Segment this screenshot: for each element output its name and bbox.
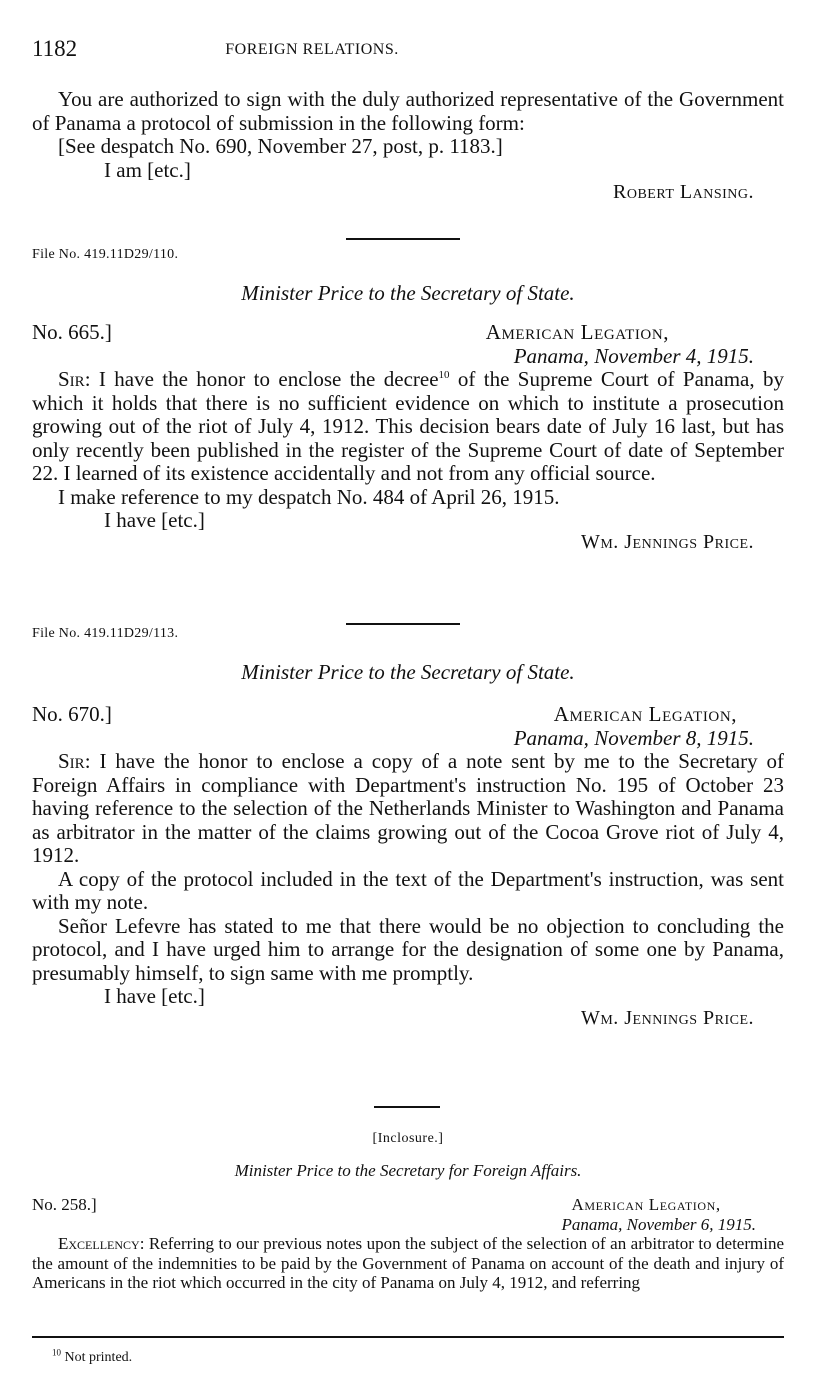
salutation: Excellency [58,1234,140,1253]
closing-line: I am [etc.] [104,157,191,182]
page-number: 1182 [32,36,78,61]
body-paragraph [32,1234,784,1293]
body-paragraph [32,750,784,868]
footnote-text: Not printed. [64,1350,133,1365]
reference-row [32,320,784,368]
signature-price: Wm. Jennings Price. [580,1006,754,1029]
despatch-665 [32,247,784,554]
despatch-reference: [See despatch No. 690, November 27, post, p. 1183.] [58,134,503,158]
dateline [561,1195,756,1235]
place-date [561,1215,756,1235]
body-paragraph: A copy of the protocol included in the text of the Department's instruction, was sent with my note. [32,866,784,914]
date: November 6, 1915. [626,1215,756,1234]
document-page [32,0,784,1380]
body-paragraph: Señor Lefevre has stated to me that there would be no objection to concluding the protocol, and I have urged him to arrange for the designation of some one by Panama, presumably himself, to sign same with me promptly. [32,913,784,985]
file-number: File No. 419.11D29/110. [32,247,179,262]
legation-name: American Legation, [571,1195,721,1214]
inclosure-258 [32,1131,784,1293]
closing-line: I have [etc.] [104,984,205,1008]
place: Panama, [561,1215,623,1234]
place-date [486,344,754,368]
body-paragraph [32,368,784,486]
place: Panama, [513,726,589,750]
dateline [486,320,754,368]
footnote [52,1347,133,1366]
inclosure-label: [Inclosure.] [372,1131,444,1146]
document-title: Minister Price to the Secretary of State. [241,660,575,684]
paragraph-text: : I have the honor to enclose a copy of a note sent by me to the Secretary of Foreign Affairs in compliance with Department's instruction No. 195 of October 23 having reference to the selection of the Netherlands Minister to Washington and Panama as arbitrator in the matter of the claims growing out of the Cocoa Grove riot of July 4, 1912. [32,749,784,867]
footnote-marker: 10 [52,1347,61,1358]
legation-name: American Legation, [485,320,670,344]
paragraph-text: of the Supreme Court of Panama, by which it holds that there is no sufficient evidence on which to institute a prosecution growing out of the riot of July 4, 1912. This decision bears date of July 16 last, but has only recently been published in the register of the Supreme Court of date of September 22. I learned of its existence accidentally and not from any official source. [32,367,784,485]
salutation: Sir [58,749,85,773]
footnote-ref: 10 [438,369,450,381]
body-paragraph: I make reference to my despatch No. 484 of April 26, 1915. [58,484,560,509]
despatch-670 [32,626,784,1030]
despatch-number: No. 665.] [32,320,112,344]
closing-line: I have [etc.] [104,508,205,532]
legation-name: American Legation, [553,702,738,726]
date: November 8, 1915. [594,726,754,750]
section-divider [346,238,460,240]
place: Panama, [513,344,589,368]
note-number: No. 258.] [32,1195,97,1214]
place-date [514,726,754,750]
page-header [32,36,784,66]
file-number: File No. 419.11D29/113. [32,626,179,641]
signature-price: Wm. Jennings Price. [580,530,754,553]
despatch-number: No. 670.] [32,702,112,726]
dateline [514,702,754,750]
document-title: Minister Price to the Secretary of State. [241,281,575,305]
letter-lansing [32,88,784,204]
paragraph-text: : I have the honor to enclose the decree [84,367,439,391]
signature-lansing: Robert Lansing. [613,181,754,203]
section-divider [374,1106,440,1108]
footnote-divider [32,1336,784,1338]
reference-row [32,702,784,750]
section-divider [346,623,460,625]
reference-row [32,1195,784,1235]
authorization-paragraph: You are authorized to sign with the duly authorized representative of the Government of Panama a protocol of submission in the following form: [32,87,784,135]
date: November 4, 1915. [594,344,754,368]
document-title: Minister Price to the Secretary for Foreign Affairs. [234,1161,582,1180]
paragraph-text: : Referring to our previous notes upon the subject of the selection of an arbitrator to determine the amount of the indemnities to be paid by the Government of Panama on account of the death and injury of Americans in the riot which occurred in the city of Panama on July 4, 1912, and referring [32,1234,784,1292]
salutation: Sir [58,367,85,391]
running-head: FOREIGN RELATIONS. [225,41,399,58]
